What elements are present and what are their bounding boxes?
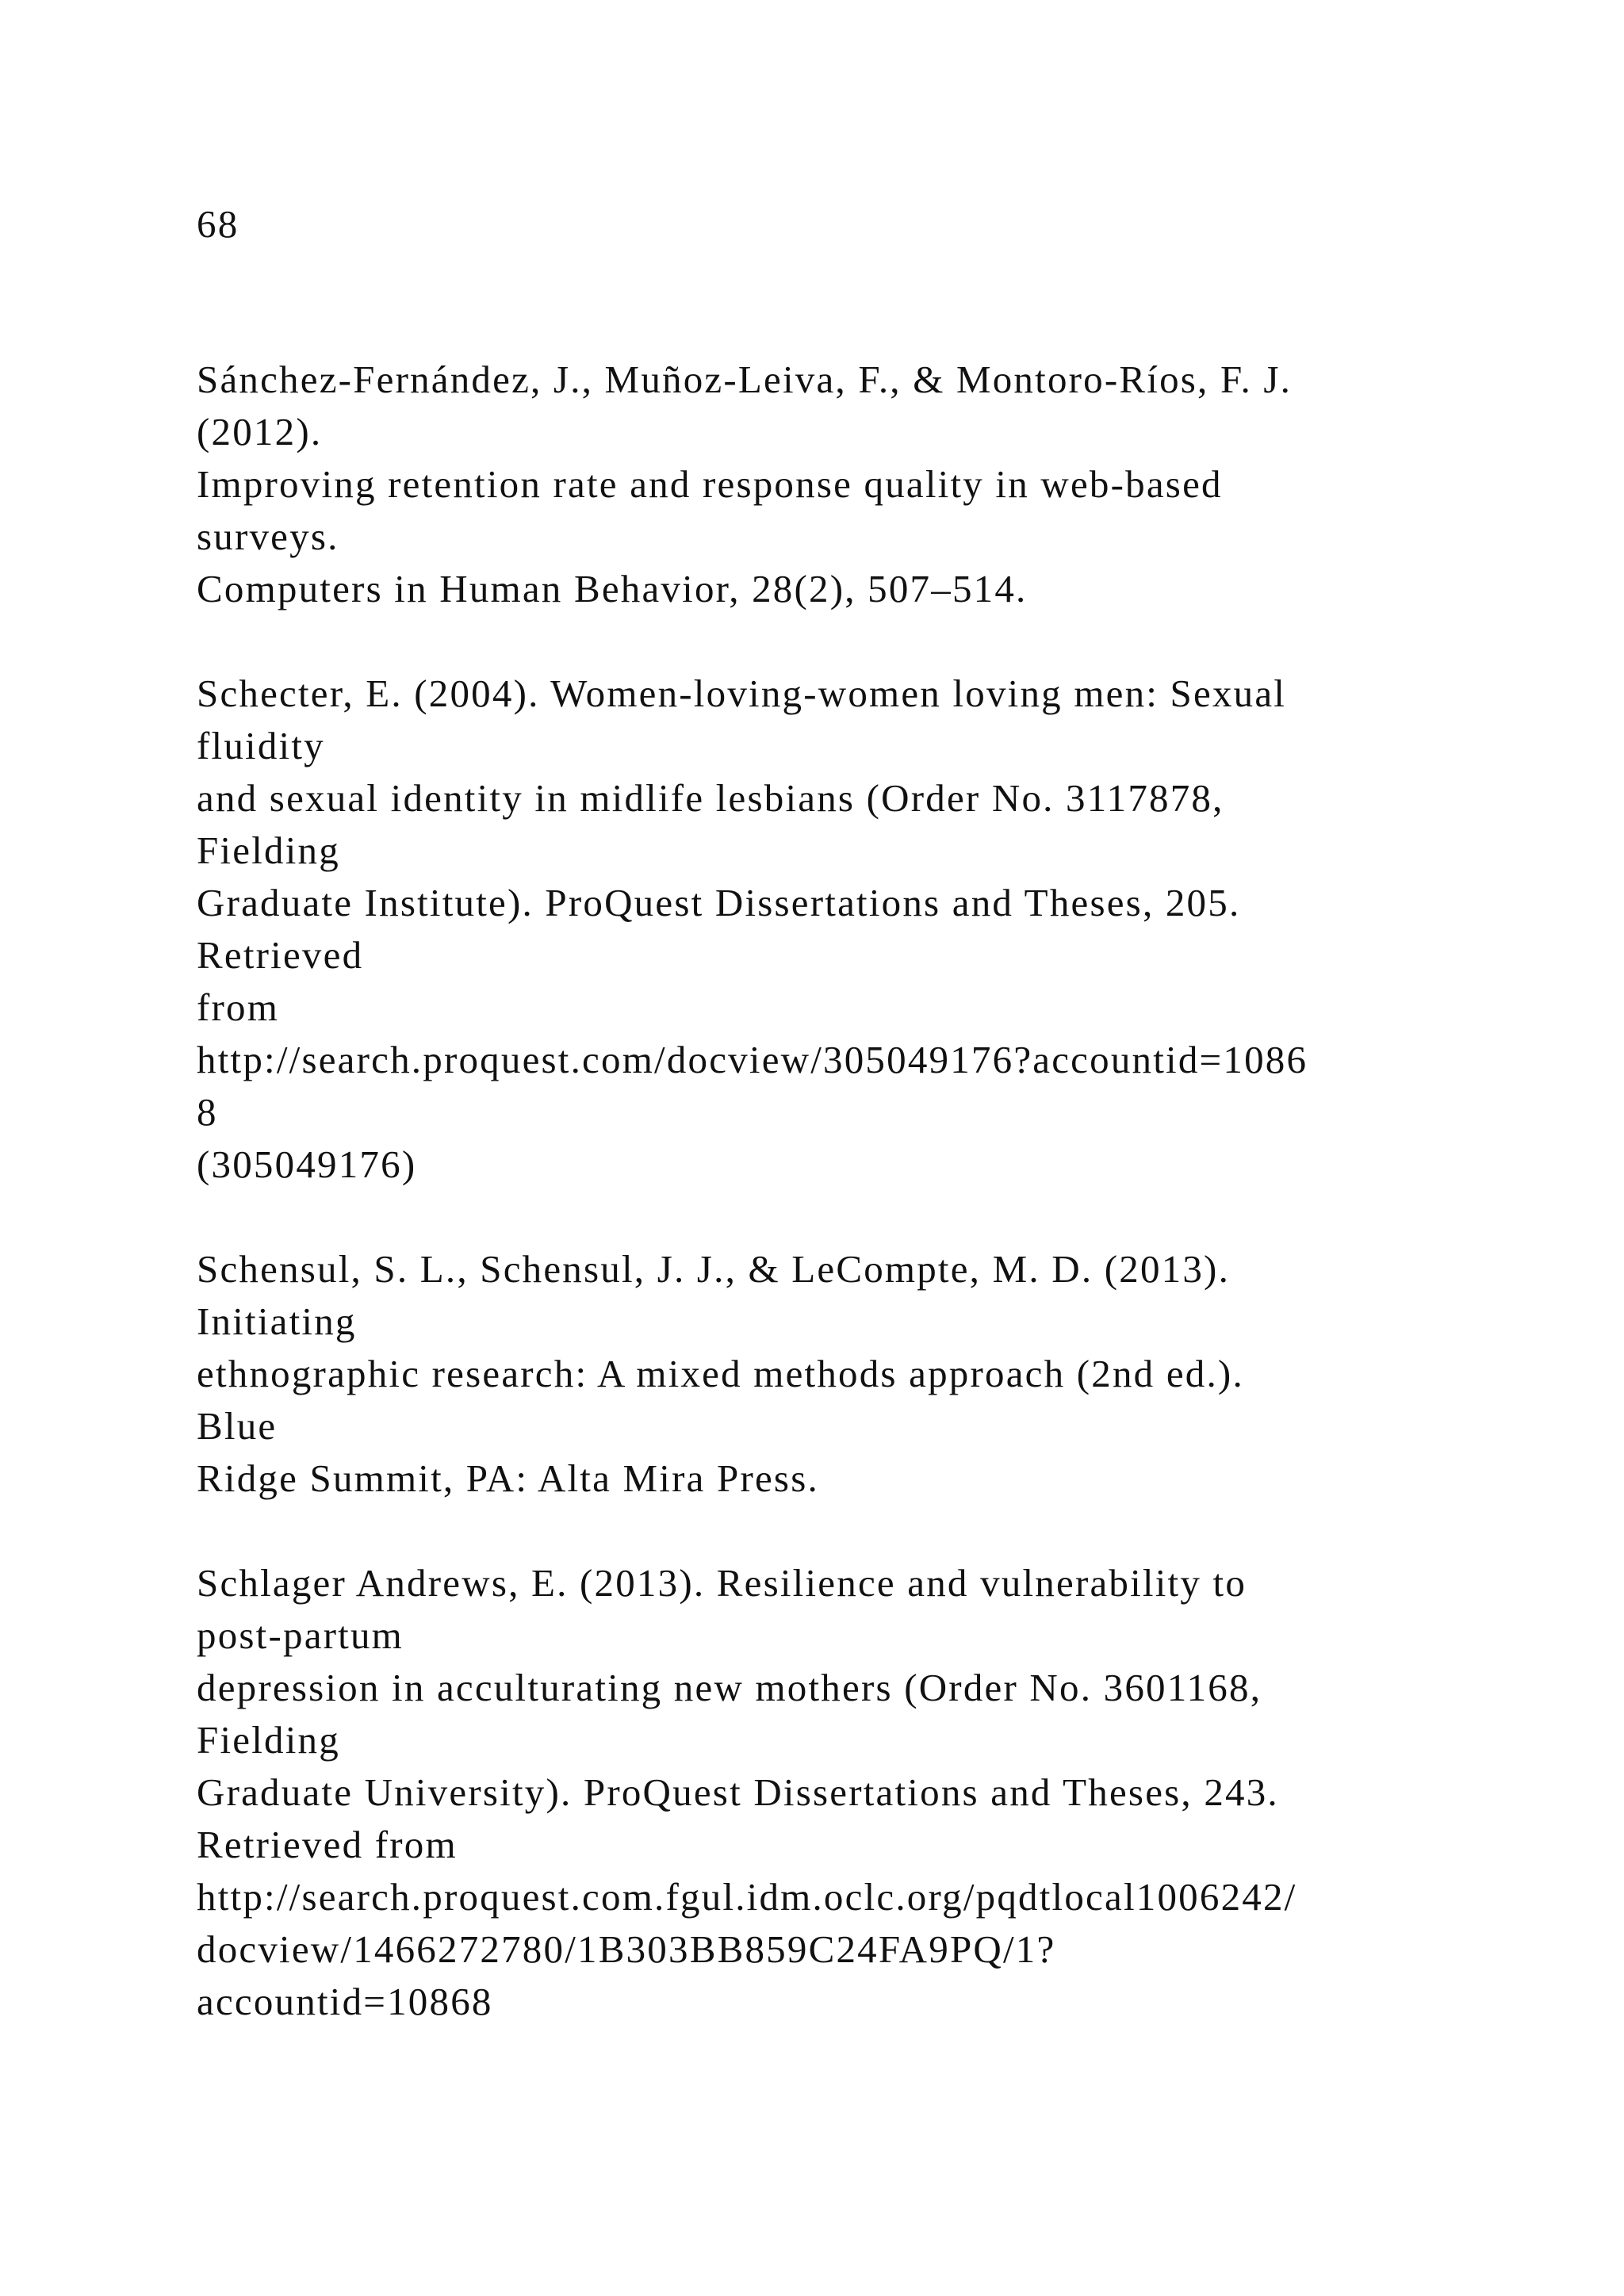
reference-line: docview/1466272780/1B303BB859C24FA9PQ/1? — [197, 1927, 1056, 1971]
reference-line: Graduate University). ProQuest Dissertations and Theses, 243. — [197, 1770, 1279, 1814]
reference-line: (305049176) — [197, 1142, 417, 1186]
reference-line: from — [197, 985, 280, 1029]
reference-entry — [197, 1557, 1561, 2028]
reference-line: surveys. — [197, 515, 339, 558]
reference-line: Computers in Human Behavior, 28(2), 507–514. — [197, 567, 1028, 610]
reference-line: Retrieved from — [197, 1823, 458, 1866]
reference-line: Initiating — [197, 1299, 357, 1343]
reference-entry — [197, 354, 1561, 615]
page-number: 68 — [197, 202, 239, 246]
reference-line: (2012). — [197, 410, 323, 453]
reference-line: Ridge Summit, PA: Alta Mira Press. — [197, 1456, 819, 1500]
reference-line: accountid=10868 — [197, 1980, 493, 2023]
reference-line: Fielding — [197, 1718, 340, 1762]
reference-line: Schlager Andrews, E. (2013). Resilience and vulnerability to — [197, 1561, 1247, 1605]
reference-line: ethnographic research: A mixed methods approach (2nd ed.). — [197, 1352, 1244, 1395]
reference-line: post-partum — [197, 1613, 404, 1657]
reference-line: depression in acculturating new mothers (Order No. 3601168, — [197, 1666, 1262, 1709]
reference-line: Retrieved — [197, 933, 364, 977]
reference-line: Fielding — [197, 828, 340, 872]
reference-line: Graduate Institute). ProQuest Dissertations and Theses, 205. — [197, 881, 1241, 924]
reference-line: Improving retention rate and response quality in web-based — [197, 462, 1223, 506]
reference-line: and sexual identity in midlife lesbians (Order No. 3117878, — [197, 776, 1224, 820]
reference-list — [197, 354, 1561, 2080]
reference-line: Schecter, E. (2004). Women-loving-women loving men: Sexual — [197, 672, 1287, 715]
reference-entry — [197, 1243, 1561, 1505]
reference-line: Schensul, S. L., Schensul, J. J., & LeCompte, M. D. (2013). — [197, 1247, 1231, 1291]
reference-line: Blue — [197, 1404, 278, 1448]
reference-line: http://search.proquest.com/docview/305049176?accountid=1086 — [197, 1038, 1308, 1081]
reference-line: fluidity — [197, 724, 325, 767]
reference-entry — [197, 668, 1561, 1191]
reference-line: 8 — [197, 1090, 218, 1134]
reference-line: http://search.proquest.com.fgul.idm.oclc.org/pqdtlocal1006242/ — [197, 1875, 1297, 1919]
reference-line: Sánchez-Fernández, J., Muñoz-Leiva, F., & Montoro-Ríos, F. J. — [197, 358, 1293, 401]
